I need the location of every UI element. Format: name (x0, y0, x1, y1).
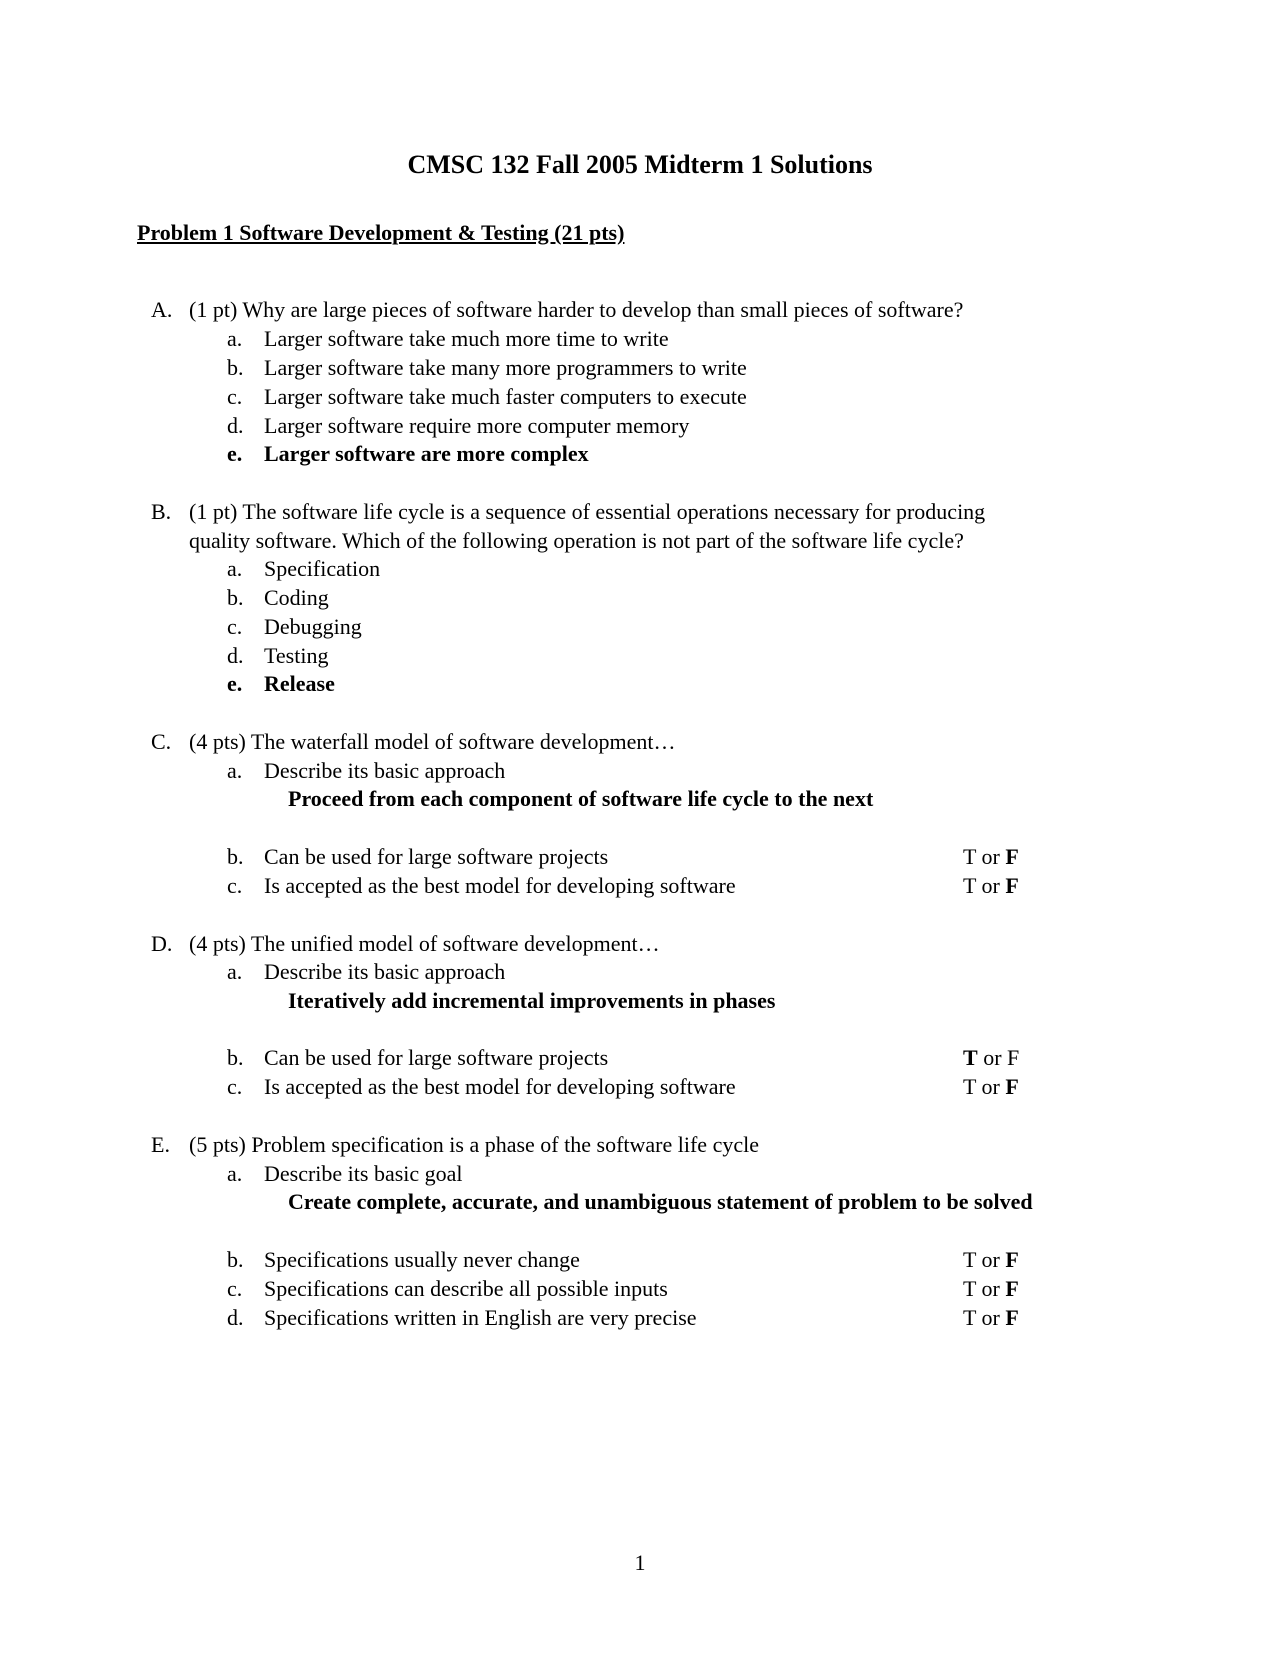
true-label: T (963, 844, 977, 869)
option-letter: c. (227, 1074, 243, 1099)
true-label: T (963, 1305, 977, 1330)
false-label-selected: F (1005, 1305, 1019, 1330)
correct-option-text: Release (264, 671, 335, 696)
true-label-selected: T (963, 1045, 978, 1070)
option-text: Describe its basic approach (264, 959, 506, 984)
true-false-answer (963, 1073, 1019, 1101)
option-letter: a. (227, 556, 243, 581)
correct-option-text: Larger software are more complex (264, 441, 589, 466)
option-text: Is accepted as the best model for developing software (264, 1074, 736, 1099)
true-false-answer (963, 872, 1019, 900)
option-text: Larger software require more computer memory (264, 413, 690, 438)
option-letter: b. (227, 585, 244, 610)
or-label: or (976, 1305, 1006, 1330)
question-e-letter: E. (151, 1132, 170, 1157)
option-text: Can be used for large software projects (264, 844, 609, 869)
question-c-text: (4 pts) The waterfall model of software development… (189, 729, 676, 754)
option-text: Testing (264, 643, 329, 668)
option-text: Specifications can describe all possible inputs (264, 1276, 668, 1301)
false-label-selected: F (1005, 1247, 1019, 1272)
option-letter: c. (227, 614, 243, 639)
option-letter: a. (227, 959, 243, 984)
question-b-letter: B. (151, 499, 172, 524)
true-false-answer (963, 1246, 1019, 1274)
option-text: Describe its basic goal (264, 1161, 463, 1186)
option-text: Specification (264, 556, 381, 581)
option-letter: b. (227, 844, 244, 869)
answer-text: Iteratively add incremental improvements in phases (288, 988, 776, 1013)
false-label: F (1007, 1045, 1020, 1070)
option-letter: a. (227, 326, 243, 351)
option-text: Coding (264, 585, 329, 610)
question-c-letter: C. (151, 729, 172, 754)
option-letter: b. (227, 1247, 244, 1272)
true-label: T (963, 873, 977, 898)
option-letter: c. (227, 1276, 243, 1301)
or-label: or (976, 844, 1006, 869)
question-d-text: (4 pts) The unified model of software development… (189, 931, 660, 956)
true-false-answer (963, 1275, 1019, 1303)
correct-option-letter: e. (227, 671, 243, 696)
option-text: Debugging (264, 614, 362, 639)
option-text: Can be used for large software projects (264, 1045, 609, 1070)
true-label: T (963, 1276, 977, 1301)
false-label-selected: F (1005, 1074, 1019, 1099)
question-b-text: (1 pt) The software life cycle is a sequence of essential operations necessary for producing (189, 499, 986, 524)
option-text: Is accepted as the best model for developing software (264, 873, 736, 898)
option-letter: b. (227, 1045, 244, 1070)
page-title: CMSC 132 Fall 2005 Midterm 1 Solutions (407, 150, 873, 179)
question-a-text: (1 pt) Why are large pieces of software harder to develop than small pieces of software? (189, 297, 964, 322)
option-letter: b. (227, 355, 244, 380)
or-label: or (976, 1074, 1006, 1099)
true-false-answer (963, 843, 1019, 871)
page-number: 1 (634, 1550, 646, 1575)
question-d-letter: D. (151, 931, 173, 956)
false-label-selected: F (1005, 844, 1019, 869)
or-label: or (977, 1045, 1008, 1070)
question-a-letter: A. (151, 297, 173, 322)
or-label: or (976, 1247, 1006, 1272)
true-false-answer (963, 1304, 1019, 1332)
option-letter: c. (227, 873, 243, 898)
problem-heading: Problem 1 Software Development & Testing (21 pts) (137, 220, 625, 245)
false-label-selected: F (1005, 873, 1019, 898)
option-text: Describe its basic approach (264, 758, 506, 783)
option-text: Specifications usually never change (264, 1247, 580, 1272)
option-letter: d. (227, 413, 244, 438)
answer-text: Create complete, accurate, and unambiguous statement of problem to be solved (288, 1189, 1033, 1214)
option-letter: a. (227, 1161, 243, 1186)
option-text: Larger software take much more time to write (264, 326, 669, 351)
option-letter: d. (227, 1305, 244, 1330)
option-letter: d. (227, 643, 244, 668)
option-text: Specifications written in English are very precise (264, 1305, 697, 1330)
question-b-text-cont: quality software. Which of the following operation is not part of the software life cycle? (189, 528, 964, 553)
option-text: Larger software take many more programmers to write (264, 355, 747, 380)
option-letter: c. (227, 384, 243, 409)
option-letter: a. (227, 758, 243, 783)
question-e-text: (5 pts) Problem specification is a phase of the software life cycle (189, 1132, 759, 1157)
false-label-selected: F (1005, 1276, 1019, 1301)
true-label: T (963, 1074, 977, 1099)
true-false-answer (963, 1044, 1019, 1072)
or-label: or (976, 1276, 1006, 1301)
or-label: or (976, 873, 1006, 898)
answer-text: Proceed from each component of software life cycle to the next (288, 786, 874, 811)
correct-option-letter: e. (227, 441, 243, 466)
true-label: T (963, 1247, 977, 1272)
option-text: Larger software take much faster computers to execute (264, 384, 747, 409)
